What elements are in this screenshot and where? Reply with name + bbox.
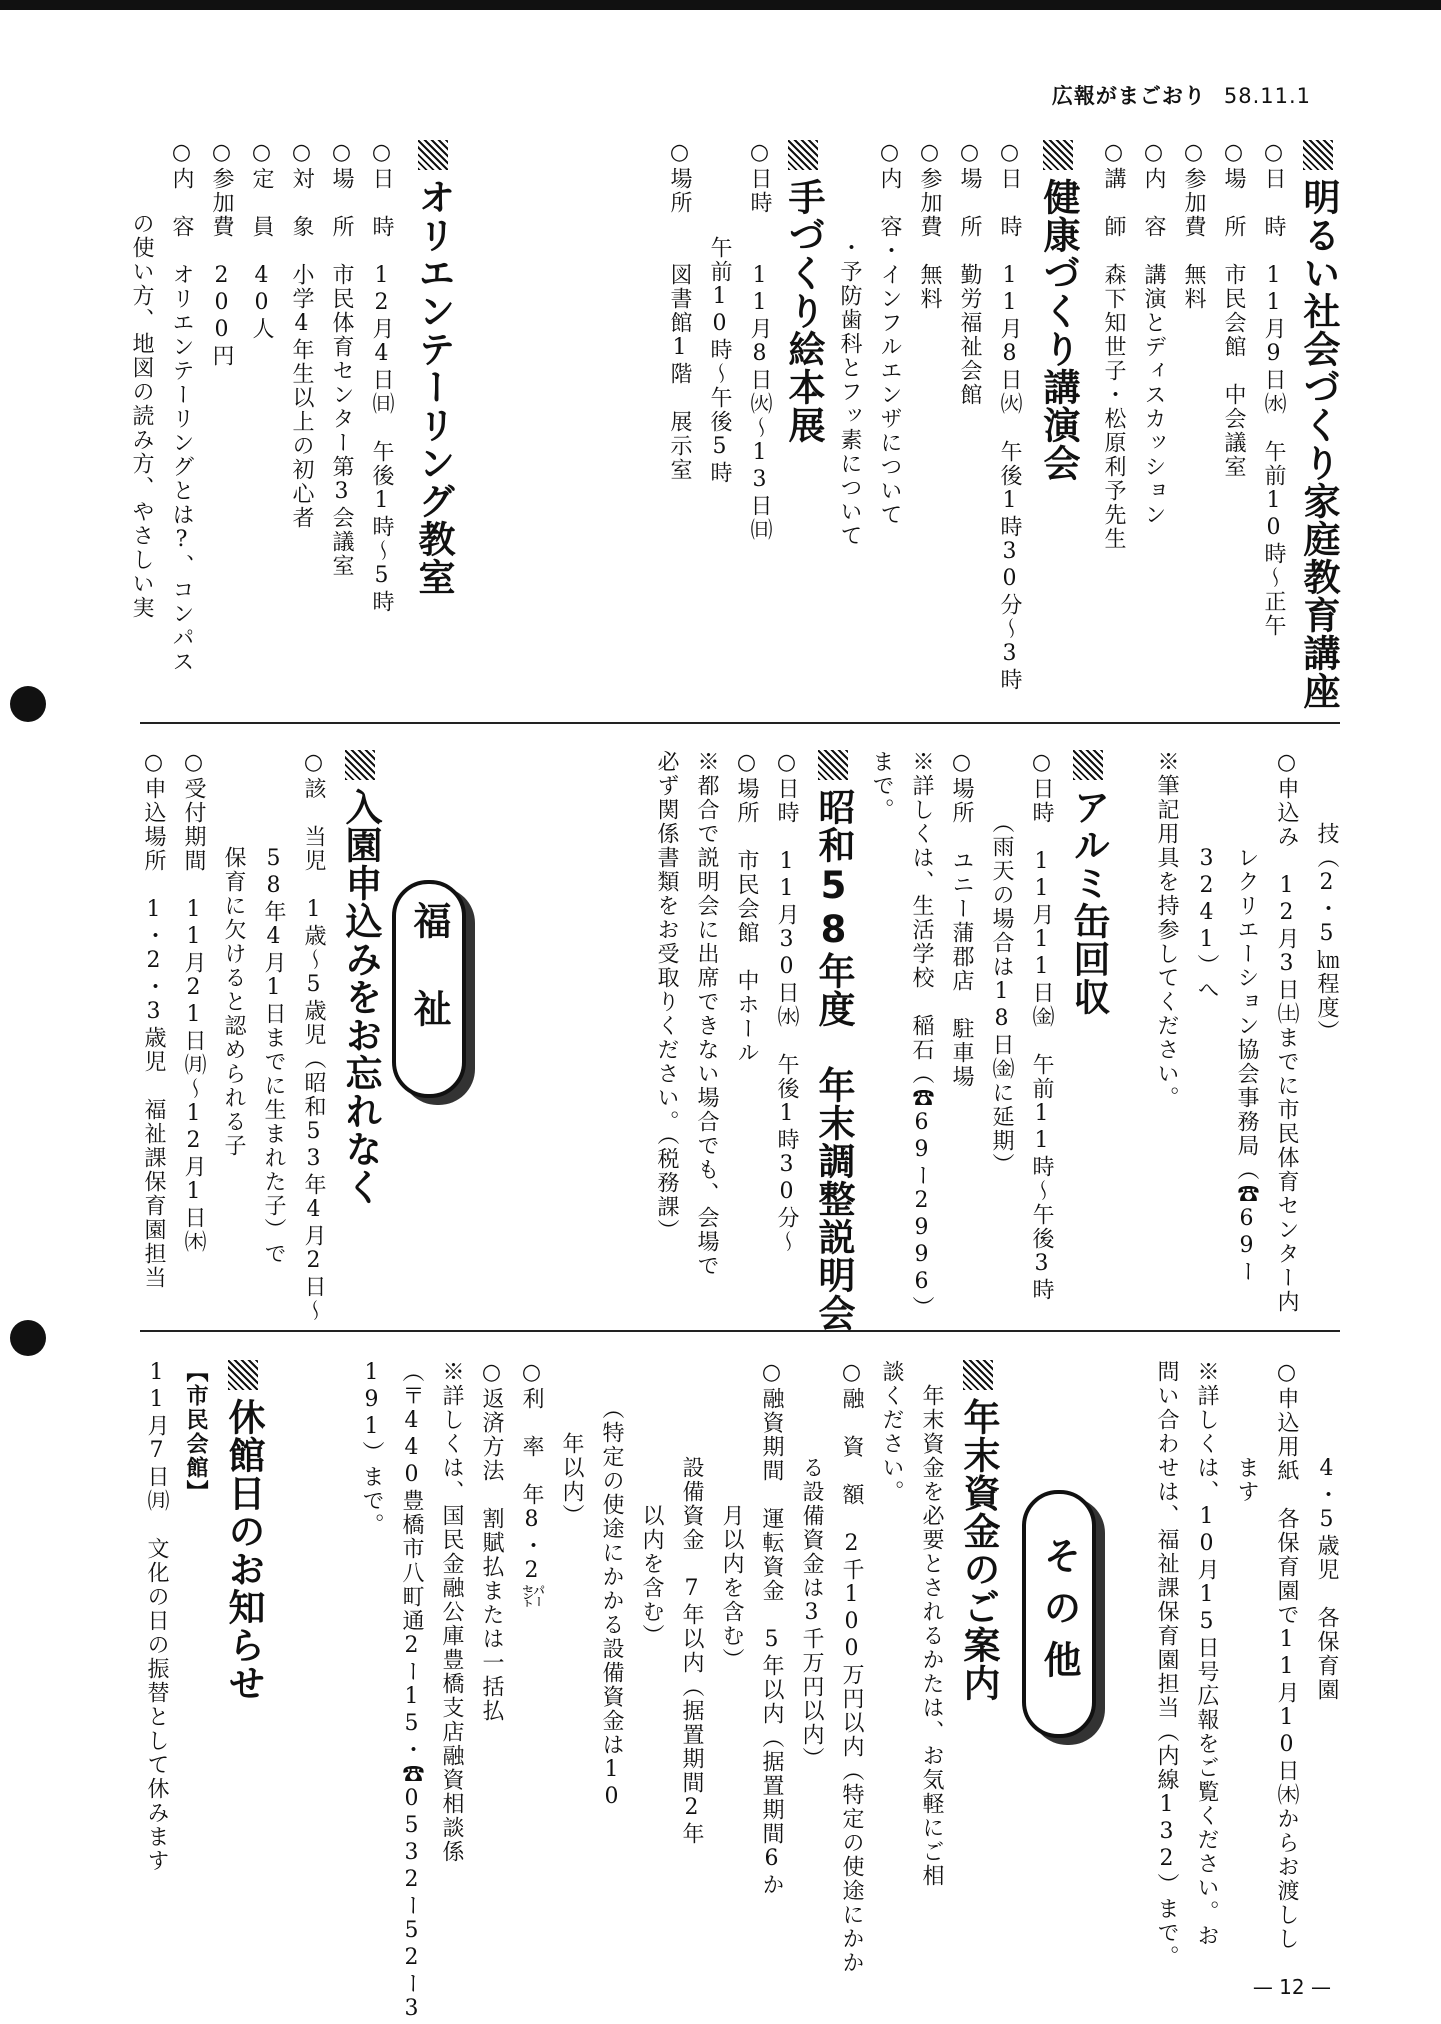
heading-tezukuri: 手づくり絵本展 [780, 140, 826, 444]
section2-continued: 技（2・5㎞程度） ○申込み 12月3日㈯までに市民体育センター内 レクリエーション協会事務局（☎69ー 3241）へ ※筆記用具を持参してください。 [1154, 750, 1339, 1314]
section3-continued: 4・5歳児 各保育園 ○申込用紙 各保育園で11月10日㈭からお渡しし ます ※詳しくは、10月15日号広報をご覧ください。お 問い合わせは、福祉課保育園担当（内線132）まで。 [1154, 1360, 1339, 1969]
binder-hole-icon [10, 686, 46, 722]
hatch-icon [418, 140, 448, 170]
hatch-icon [1303, 140, 1333, 170]
heading-kenko: 健康づくり講演会 [1035, 140, 1081, 482]
hatch-icon [228, 1360, 258, 1390]
category-badge-fukushi: 福祉 [392, 880, 466, 1098]
shikin-body: 年末資金を必要とされるかたは、お気軽にご相 談ください。 ○融 資 額 2千100万円以内（特定の使途にかか る設備資金は3千万円以内） ○融資期間 運転資金 5年以内（据置期間6か 月以内を含む） 設備資金 7年以内（据置期間2年 以内を含む） （特定の使途にかかる設備資金は10 年以内） ○利 率 年8・2㌫ ○返済方法 割賦払または一括払 ※詳しくは、国民金融公庫豊橋支店融資相談係 （〒440豊橋市八町通2ー15・☎0532ー52ー3 191）まで。 [359, 1360, 944, 2023]
hatch-icon [788, 140, 818, 170]
tezukuri-body: ○日時 11月8日㈫〜13日㈰ 午前10時〜午後5時 ○場所 図書館1階 展示室 [667, 140, 772, 542]
heading-akarui: 明るい社会づくり家庭教育講座 [1295, 140, 1341, 710]
hatch-icon [345, 750, 375, 780]
hatch-icon [963, 1360, 993, 1390]
nenmatsu-body: ○日時 11月30日㈬ 午後1時30分〜 ○場所 市民会館 中ホール ※都合で説明会に出席できない場合でも、会場で 必ず関係書類をお受取りください。（税務課） [654, 750, 799, 1278]
top-border [0, 0, 1441, 10]
heading-orienteering: オリエンテーリング教室 [410, 140, 456, 596]
page-header [1052, 80, 1311, 110]
page-number: — 12 — [1252, 1975, 1331, 1999]
kyukan-body: 【市民会館】 11月7日㈪ 文化の日の振替として休みます [144, 1360, 209, 1873]
aluminum-body: ○日時 11月11日㈮ 午前11時〜午後3時 （雨天の場合は18日㈮に延期） ○場所 ユニー蒲郡店 駐車場 ※詳しくは、生活学校 稲石（☎69ー2996） まで。 [869, 750, 1054, 1320]
hatch-icon [1043, 140, 1073, 170]
orienteering-body: ○日 時 12月4日㈰ 午後1時〜5時 ○場 所 市民体育センター第3会議室 ○対 象 小学4年生以上の初心者 ○定 員 40人 ○参加費 200円 ○内 容 オリエンテーリングとは?、コンパス の使い方、地図の読み方、やさしい実 [129, 140, 394, 674]
nyuen-body: ○該 当児 1歳〜5歳児（昭和53年4月2日〜 58年4月1日までに生まれた子）で 保育に欠けると認められる子 ○受付期間 11月21日㈪〜12月1日㈭ ○申込場所 1・2・3歳児 福祉課保育園担当 [141, 750, 326, 1323]
heading-shikin: 年末資金のご案内 [955, 1360, 1001, 1702]
section-divider [140, 722, 1340, 724]
hatch-icon [818, 750, 848, 780]
heading-aluminum: アルミ缶回収 [1065, 750, 1111, 1016]
binder-hole-icon [10, 1320, 46, 1356]
heading-kyukan: 休館日のお知らせ [220, 1360, 266, 1702]
heading-nenmatsu: 昭和58年度 年末調整説明会 [810, 750, 856, 1332]
akarui-body: ○日 時 11月9日㈬ 午前10時〜正午 ○場 所 市民会館 中会議室 ○参加費 無料 ○内 容 講演とディスカッション ○講 師 森下知世子・松原利予先生 [1101, 140, 1286, 638]
heading-nyuen: 入園申込みをお忘れなく [337, 750, 383, 1206]
issue-date: 58.11.1 [1223, 84, 1311, 108]
category-badge-sonota: その他 [1022, 1490, 1096, 1738]
publication-title: 広報がまごおり [1051, 84, 1206, 108]
hatch-icon [1073, 750, 1103, 780]
kenko-body: ○日 時 11月8日㈫ 午後1時30分〜3時 ○場 所 勤労福祉会館 ○参加費 無料 ○内 容・インフルエンザについて ・予防歯科とフッ素について [837, 140, 1022, 692]
section-divider [140, 1330, 1340, 1332]
